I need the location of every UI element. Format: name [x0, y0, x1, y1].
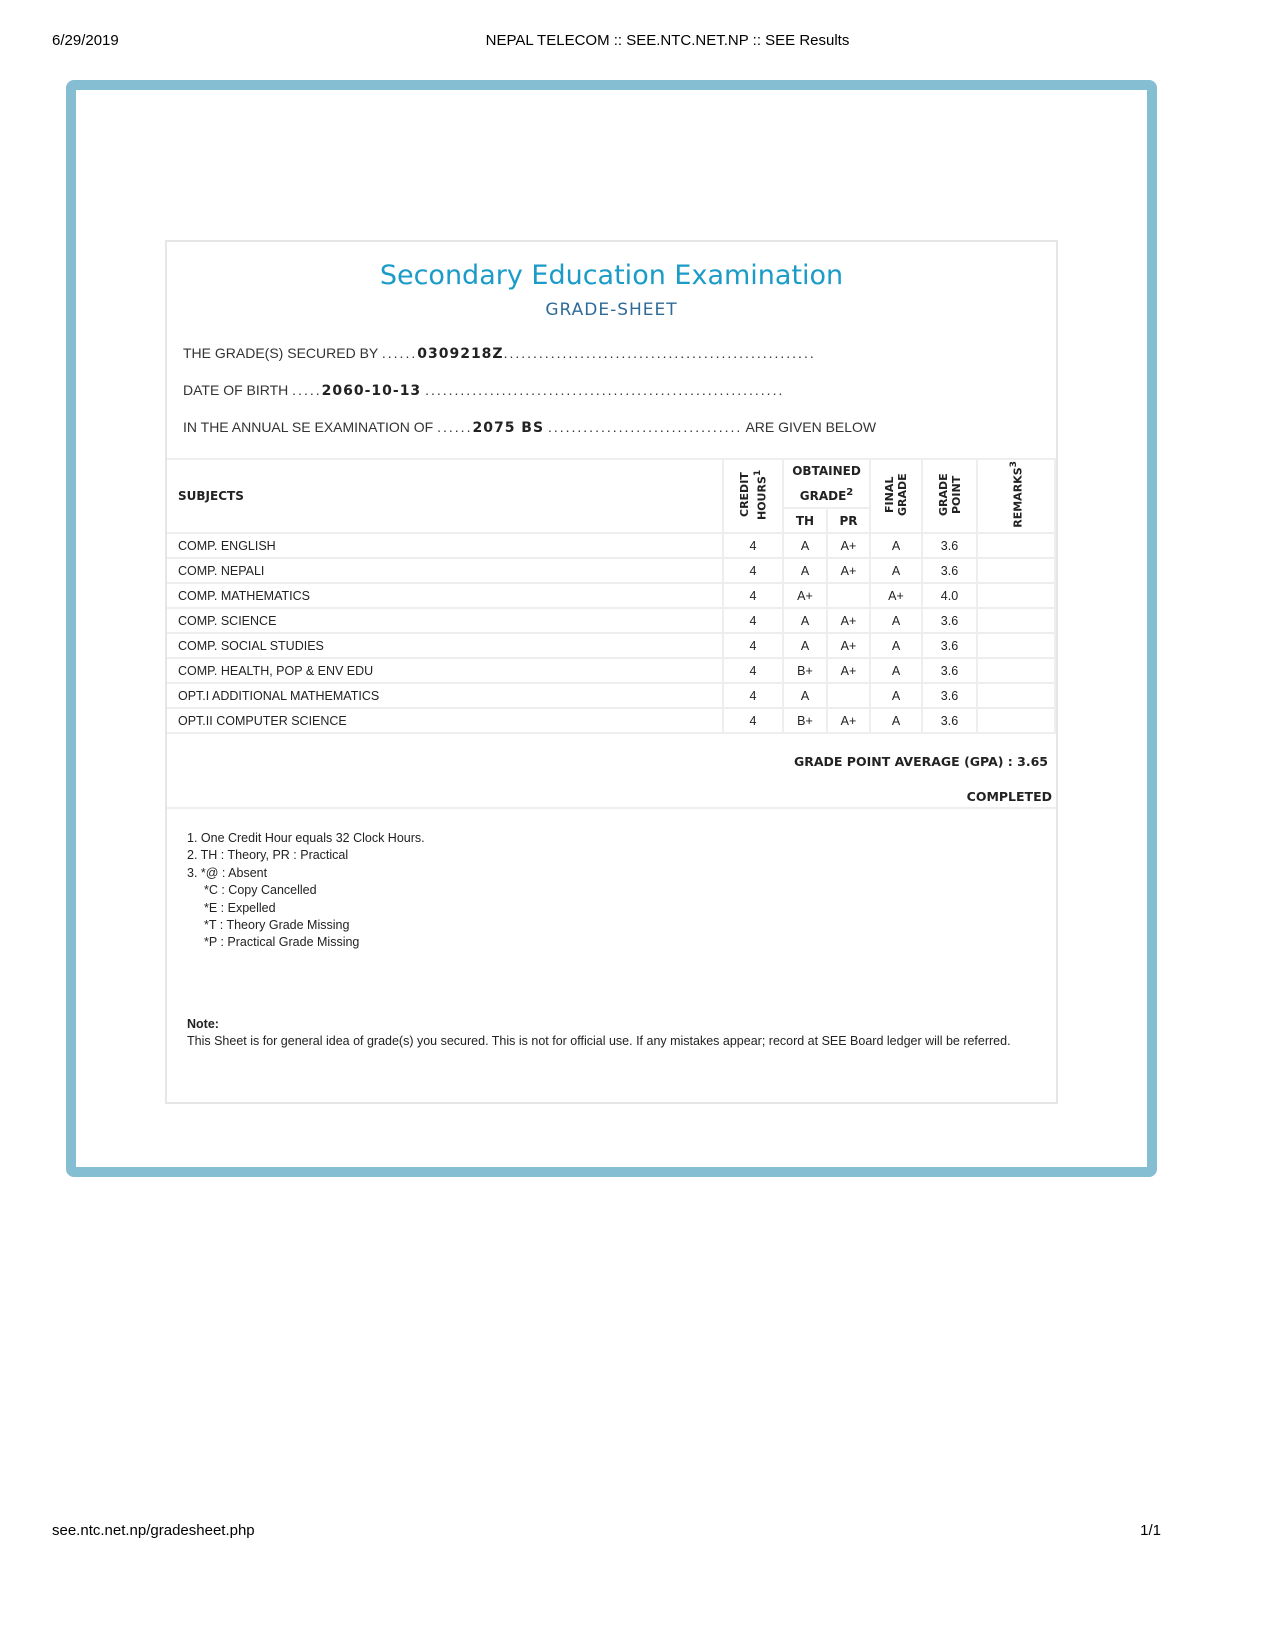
subject-cell: COMP. SCIENCE: [167, 608, 723, 633]
dob-line: DATE OF BIRTH .....2060-10-13 .............................................................: [183, 382, 785, 399]
footnote: 3. *@ : Absent: [187, 865, 268, 880]
subject-cell: COMP. MATHEMATICS: [167, 583, 723, 608]
final-grade-cell: A: [870, 633, 922, 658]
symbol-number: 0309218Z: [417, 346, 504, 362]
pr-grade-cell: A+: [827, 708, 870, 733]
col-obtained-grade: OBTAINED GRADE$^2$: [783, 459, 870, 508]
remarks-cell: [977, 533, 1055, 558]
grade-point-cell: 4.0: [922, 583, 977, 608]
final-grade-cell: A: [870, 708, 922, 733]
sheet-subtitle: GRADE-SHEET: [545, 300, 678, 320]
remarks-cell: [977, 633, 1055, 658]
result-status: COMPLETED: [966, 789, 1052, 804]
final-grade-cell: A: [870, 558, 922, 583]
final-grade-cell: A: [870, 683, 922, 708]
subject-cell: COMP. NEPALI: [167, 558, 723, 583]
label: IN THE ANNUAL SE EXAMINATION OF: [183, 419, 434, 435]
print-title: NEPAL TELECOM :: SEE.NTC.NET.NP :: SEE Results: [485, 32, 850, 49]
date-of-birth: 2060-10-13: [321, 383, 422, 399]
grade-sheet: [165, 240, 1058, 1104]
credit-cell: 4: [723, 583, 783, 608]
label: DATE OF BIRTH: [183, 382, 289, 398]
credit-cell: 4: [723, 608, 783, 633]
subject-cell: COMP. SOCIAL STUDIES: [167, 633, 723, 658]
col-subjects: SUBJECTS: [167, 459, 723, 533]
grade-point-cell: 3.6: [922, 558, 977, 583]
th-grade-cell: B+: [783, 708, 827, 733]
col-final-grade: FINAL GRADE: [870, 459, 922, 533]
remarks-cell: [977, 583, 1055, 608]
remarks-cell: [977, 683, 1055, 708]
credit-cell: 4: [723, 633, 783, 658]
grade-point-cell: 3.6: [922, 608, 977, 633]
exam-year: 2075 BS: [472, 420, 545, 436]
table-row: [167, 633, 1055, 658]
pr-grade-cell: [827, 683, 870, 708]
pr-grade-cell: A+: [827, 633, 870, 658]
th-grade-cell: A: [783, 683, 827, 708]
page-number: 1/1: [1140, 1522, 1161, 1539]
exam-line: IN THE ANNUAL SE EXAMINATION OF ......2075 BS ................................. ARE GIVEN BELOW: [183, 419, 877, 436]
divider: [167, 807, 1056, 809]
grade-point-cell: 3.6: [922, 683, 977, 708]
grade-point-cell: 3.6: [922, 708, 977, 733]
final-grade-cell: A: [870, 658, 922, 683]
grade-point-cell: 3.6: [922, 658, 977, 683]
page-url: see.ntc.net.np/gradesheet.php: [52, 1522, 255, 1539]
subject-cell: COMP. HEALTH, POP & ENV EDU: [167, 658, 723, 683]
remarks-cell: [977, 708, 1055, 733]
secured-by-line: THE GRADE(S) SECURED BY ......0309218Z.....................................................: [183, 345, 816, 362]
col-credit-hours: CREDIT HOURS$^1$: [723, 459, 783, 533]
label: THE GRADE(S) SECURED BY: [183, 345, 378, 361]
col-remarks: REMARKS$^3$: [977, 459, 1055, 533]
remarks-cell: [977, 658, 1055, 683]
th-grade-cell: A: [783, 533, 827, 558]
sheet-title: Secondary Education Examination: [379, 260, 844, 291]
pr-grade-cell: [827, 583, 870, 608]
footnotes: [187, 830, 425, 952]
table-row: [167, 683, 1055, 708]
pr-grade-cell: A+: [827, 608, 870, 633]
table-row: [167, 533, 1055, 558]
pr-grade-cell: A+: [827, 533, 870, 558]
pr-grade-cell: A+: [827, 558, 870, 583]
th-grade-cell: A: [783, 558, 827, 583]
th-grade-cell: B+: [783, 658, 827, 683]
th-grade-cell: A: [783, 633, 827, 658]
subject-cell: OPT.I ADDITIONAL MATHEMATICS: [167, 683, 723, 708]
print-date: 6/29/2019: [52, 32, 119, 49]
footnote: 1. One Credit Hour equals 32 Clock Hours.: [187, 831, 425, 845]
footnote: *T : Theory Grade Missing: [204, 918, 350, 933]
credit-cell: 4: [723, 683, 783, 708]
remarks-cell: [977, 608, 1055, 633]
gpa: GRADE POINT AVERAGE (GPA) : 3.65: [793, 754, 1048, 769]
subject-cell: OPT.II COMPUTER SCIENCE: [167, 708, 723, 733]
table-row: [167, 658, 1055, 683]
credit-cell: 4: [723, 533, 783, 558]
col-pr: PR: [827, 508, 870, 533]
final-grade-cell: A: [870, 533, 922, 558]
subject-cell: COMP. ENGLISH: [167, 533, 723, 558]
footnote: *C : Copy Cancelled: [204, 883, 317, 898]
table-row: [167, 708, 1055, 733]
th-grade-cell: A+: [783, 583, 827, 608]
remarks-cell: [977, 558, 1055, 583]
final-grade-cell: A+: [870, 583, 922, 608]
pr-grade-cell: A+: [827, 658, 870, 683]
col-grade-point: GRADE POINT: [922, 459, 977, 533]
credit-cell: 4: [723, 708, 783, 733]
note-text: This Sheet is for general idea of grade(s) you secured. This is not for official use. If any mistakes appear; record at SEE Board ledger will be referred.: [187, 1034, 1011, 1049]
credit-cell: 4: [723, 658, 783, 683]
footnote: *E : Expelled: [204, 900, 276, 915]
final-grade-cell: A: [870, 608, 922, 633]
table-row: [167, 608, 1055, 633]
footnote: *P : Practical Grade Missing: [204, 935, 360, 950]
note: [187, 1016, 1027, 1051]
note-label: Note:: [187, 1017, 219, 1031]
table-row: [167, 583, 1055, 608]
grades-table: [167, 458, 1056, 734]
col-th: TH: [783, 508, 827, 533]
table-row: [167, 558, 1055, 583]
footnote: 2. TH : Theory, PR : Practical: [187, 848, 349, 863]
grade-point-cell: 3.6: [922, 633, 977, 658]
grade-point-cell: 3.6: [922, 533, 977, 558]
th-grade-cell: A: [783, 608, 827, 633]
credit-cell: 4: [723, 558, 783, 583]
label: ARE GIVEN BELOW: [745, 419, 877, 435]
